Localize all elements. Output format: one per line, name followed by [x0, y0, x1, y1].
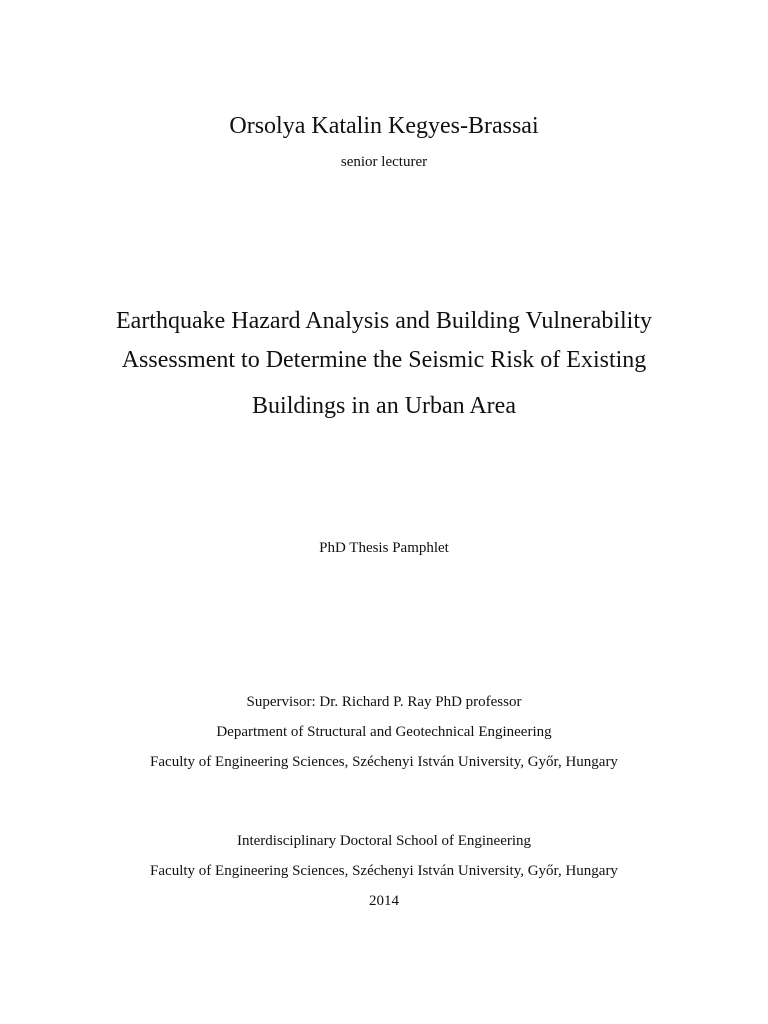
department-line: Department of Structural and Geotechnical Engineering: [216, 724, 552, 740]
thesis-title-line-3: Buildings in an Urban Area: [252, 393, 516, 419]
document-type: PhD Thesis Pamphlet: [319, 540, 449, 556]
supervisor-line: Supervisor: Dr. Richard P. Ray PhD professor: [246, 694, 522, 710]
thesis-title-line-2: Assessment to Determine the Seismic Risk of Existing: [121, 347, 647, 373]
author-name: Orsolya Katalin Kegyes-Brassai: [229, 113, 539, 139]
author-role: senior lecturer: [340, 154, 428, 170]
year-line: 2014: [369, 893, 399, 909]
doctoral-school-line: Interdisciplinary Doctoral School of Engineering: [236, 833, 532, 849]
faculty-line: Faculty of Engineering Sciences, Széchenyi István University, Győr, Hungary: [150, 754, 618, 770]
doctoral-faculty-line: Faculty of Engineering Sciences, Széchenyi István University, Győr, Hungary: [150, 863, 618, 879]
thesis-title-line-1: Earthquake Hazard Analysis and Building Vulnerability: [116, 308, 652, 334]
